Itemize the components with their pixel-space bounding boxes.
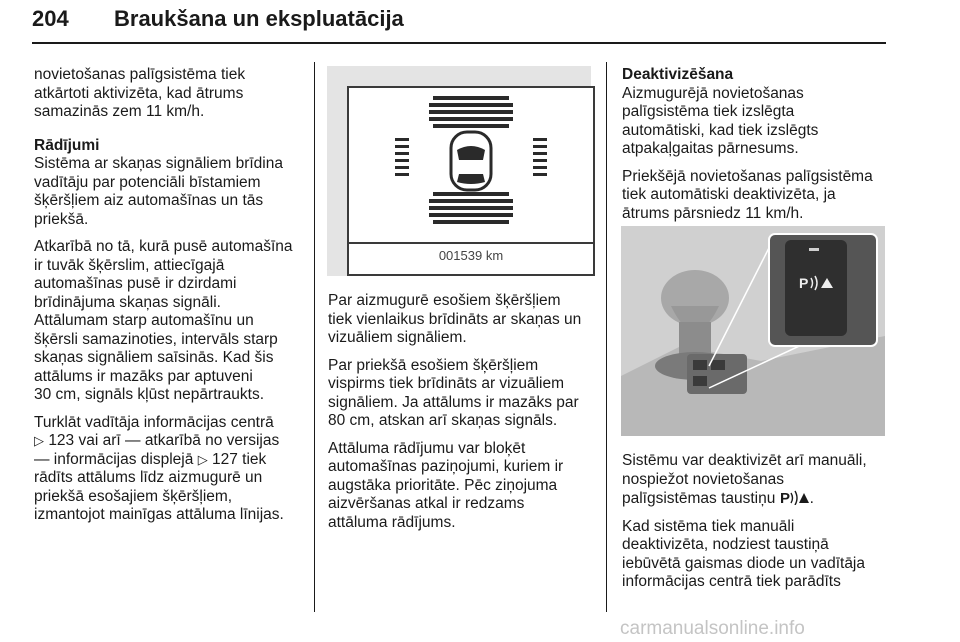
parking-display-figure: [327, 66, 591, 276]
display-divider: [349, 242, 593, 244]
page-ref-link[interactable]: 123: [48, 432, 75, 449]
odometer-readout: 001539 km: [438, 248, 504, 263]
svg-text:P: P: [779, 490, 790, 505]
paragraph-front-auto-off: Priekšējā novietošanas palīgsistēma tiek automātiski deaktivizēta, ja ātrums pārsniedz 11 km/h.: [622, 167, 873, 222]
page-ref-arrow-icon: ▷: [34, 433, 44, 448]
car-icon: [451, 132, 491, 190]
watermark: carmanualsonline.info: [620, 618, 805, 639]
column-divider-right: [606, 62, 607, 612]
paragraph-rear-obstacles: Par aizmugurē esošiem šķēršļiem tiek vienlaikus brīdināts ar skaņas un vizuāliem signāliem.: [328, 292, 582, 346]
parking-display-screen: [347, 86, 595, 276]
svg-text:P: P: [799, 275, 809, 291]
page-number: 204: [32, 6, 69, 31]
parking-assist-button-icon: [780, 489, 810, 505]
section-heading-indications: Rādījumi: [34, 136, 100, 154]
left-column: [34, 66, 306, 534]
column-divider-left: [314, 62, 315, 612]
distance-lines-graphic: [349, 88, 593, 242]
page-header: [32, 6, 886, 46]
right-column-bottom: [622, 452, 888, 601]
paragraph-front-obstacles: Par priekšā esošiem šķēršļiem vispirms tiek brīdināts ar vizuāliem signāliem. Ja attālums ir mazāks par 80 cm, atskan arī skaņas signāls.: [328, 356, 579, 429]
paragraph-manual-deactivation: Sistēmu var deaktivizēt arī manuāli, nospiežot novietošanas palīgsistēmas taustiņu P .: [622, 452, 867, 507]
right-column-top: [622, 66, 888, 232]
parking-button-photo: [621, 226, 885, 436]
page-ref-link[interactable]: 127: [212, 450, 238, 468]
paragraph-warning: Sistēma ar skaņas signāliem brīdina vadītāju par potenciāli bīstamiem šķēršļiem aiz automašīnas un tās priekšā.: [34, 155, 283, 228]
paragraph-priority-messages: Attāluma rādījumu var bloķēt automašīnas paziņojumi, kuriem ir augstāka prioritāte. Pēc ziņojuma aizvēršanas atkal ir redzams attāluma rādījums.: [328, 439, 564, 531]
page-ref-arrow-icon: ▷: [197, 451, 208, 467]
header-rule: [32, 42, 886, 44]
paragraph-led-off: Kad sistēma tiek manuāli deaktivizēta, nodziest taustiņā iebūvētā gaismas diode un vadītāja informācijas centrā tiek parādīts: [622, 517, 865, 590]
paragraph-rear-auto-off: Aizmugurējā novietošanas palīgsistēma tiek izslēgta automātiski, kad tiek izslēgts atpakaļgaitas pārnesums.: [622, 84, 819, 157]
intro-paragraph: novietošanas palīgsistēma tiek atkārtoti aktivizēta, kad ātrums samazinās zem 11 km/h.: [34, 66, 246, 120]
middle-column: [328, 292, 600, 541]
paragraph-display-info: Turklāt vadītāja informācijas centrā ▷ 123 vai arī — atkarībā no versijas — informācijas displejā ▷ 127 tiek rādīts attālums līdz aizmugurē un priekšā esošajiem šķēršļiem, izmantojot mainīgas attāluma līnijas.: [34, 413, 284, 523]
section-heading-deactivation: Deaktivizēšana: [622, 66, 734, 83]
chapter-title: Braukšana un ekspluatācija: [114, 6, 404, 31]
paragraph-side-signals: Atkarībā no tā, kurā pusē automašīna ir tuvāk šķērslim, attiecīgajā automašīnas pusē ir dzirdami brīdinājuma skaņas signāli. Attālumam starp automašīnu un šķērsli samazinoties, intervāls starp skaņas signāliem saīsinās. Kad šis attālums ir mazāks par aptuveni 30 cm, signāls kļūst nepārtraukts.: [34, 238, 293, 403]
